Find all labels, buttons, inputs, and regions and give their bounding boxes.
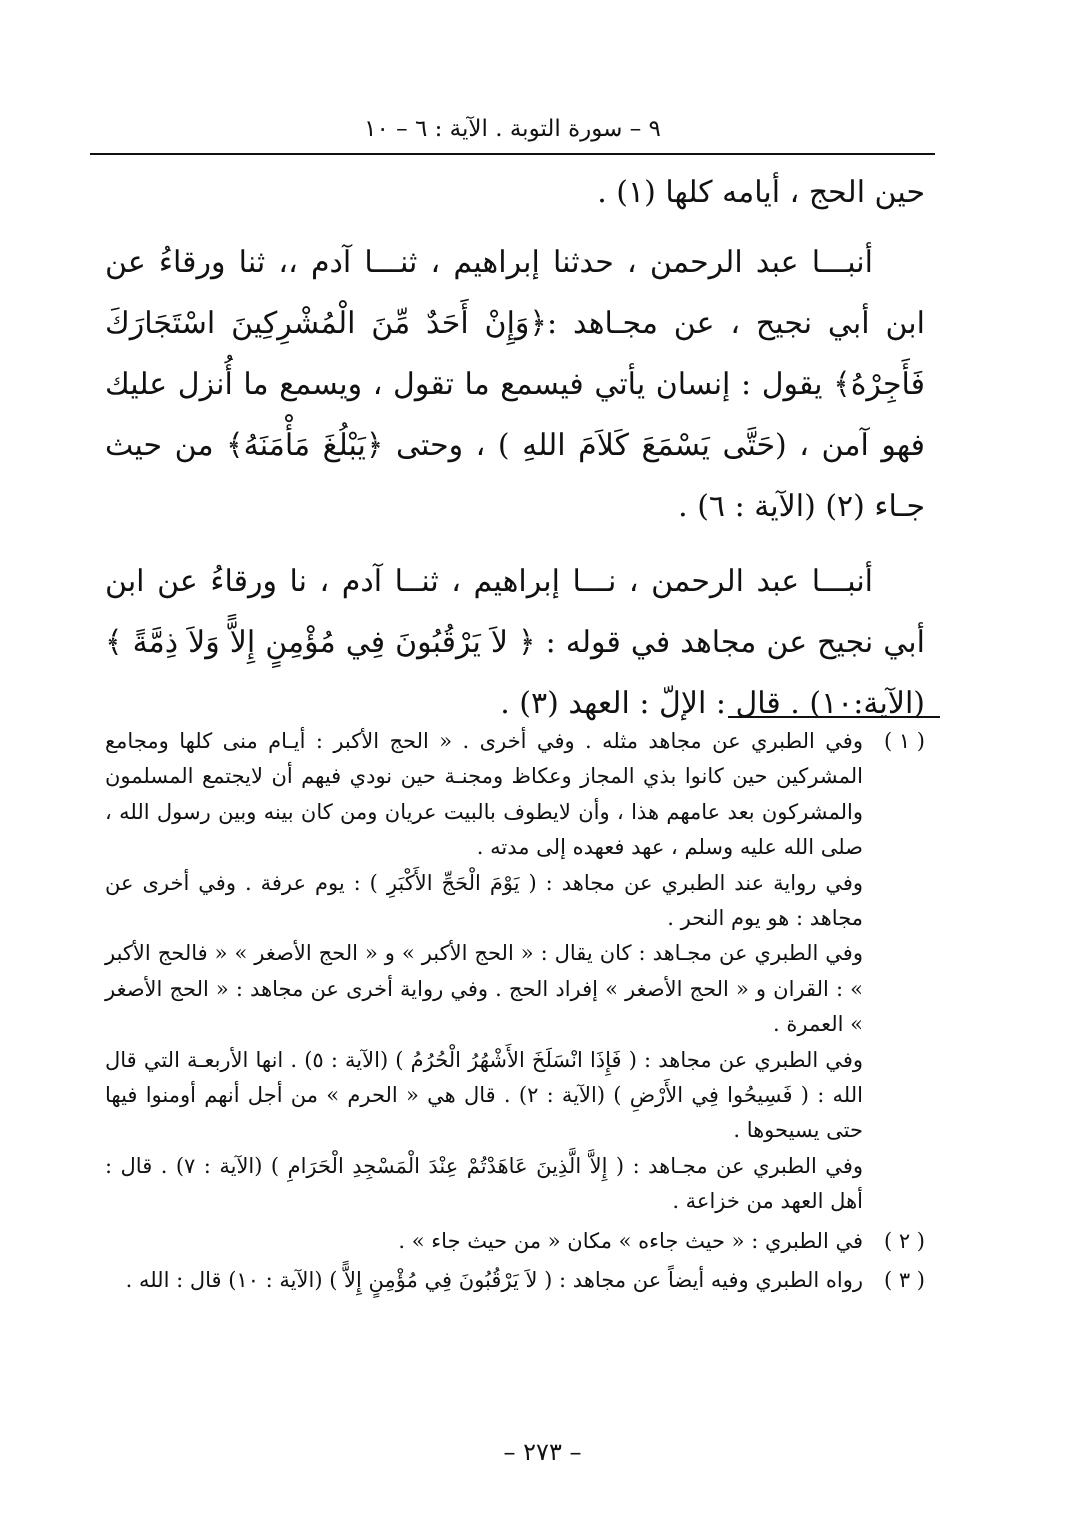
header-rule [90, 153, 935, 155]
footnote-number: ( ٢ ) [883, 1228, 925, 1253]
footnote-paragraph: في الطبري : « حيث جاءه » مكان « من حيث جاء » . [398, 1228, 863, 1253]
running-header: ٩ – سورة التوبة . الآية : ٦ – ١٠ [364, 116, 661, 142]
main-paragraph-3: أنبـــا عبد الرحمن ، نـــا إبراهيم ، ثنــا آدم ، نا ورقاءُ عن ابن أبي نجيح عن مجاهد في قوله : ﴿ لاَ يَرْقُبُونَ فِي مُؤْمِنٍ إِلاًّ وَلاَ ذِمَّةً ﴾ (الآية:١٠) . قال : الإلّ : العهد (٣) . [105, 564, 925, 721]
footnote-paragraph: وفي الطبري عن مجاهد : ( فَإِذَا انْسَلَخَ الأَشْهُرُ الْحُرُمُ ) (الآية : ٥) . انها الأربعـة التي قال الله : ( فَسِيحُوا فِي الأَرْضِ ) (الآية : ٢) . قال هي « الحرم » من أجل أنهم أومنوا فيها حتى يسيحوها . [105, 1047, 863, 1143]
main-paragraph-2: أنبـــا عبد الرحمن ، حدثنا إبراهيم ، ثنـــا آدم ،، ثنا ورقاءُ عن ابن أبي نجيح ، عن مجـاهد :﴿وَإِنْ أَحَدٌ مِّنَ الْمُشْرِكِينَ اسْتَجَارَكَ فَأَجِرْهُ﴾ يقول : إنسان يأتي فيسمع ما تقول ، ويسمع ما أُنزل عليك فهو آمن ، (حَتَّى يَسْمَعَ كَلاَمَ اللهِ ) ، وحتى ﴿يَبْلُغَ مَأْمَنَهُ﴾ من حيث جـاء (٢) (الآية : ٦) . [105, 245, 925, 524]
footnote-rule [728, 716, 940, 718]
footnote-number: ( ٣ ) [883, 1268, 925, 1293]
footnote-paragraph: وفي الطبري عن مجاهد مثله . وفي أخرى . « الحج الأكبر : أيـام منى كلها ومجامع المشركين حين كانوا بذي المجاز وعكاظ ومجنـة حين نودي فيهم أن لايجتمع المسلمون والمشركون بعد عامهم هذا ، وأن لايطوف بالبيت عريان ومن كان بينه وبين رسول الله ، صلى الله عليه وسلم ، عهد فعهده إلى مدته . [105, 729, 863, 860]
footnote-1 [105, 724, 925, 1220]
footnote-paragraph: وفي الطبري عن مجـاهد : كان يقال : « الحج الأكبر » و « الحج الأصغر » « فالحج الأكبر » : القران و « الحج الأصغر » إفراد الحج . وفي رواية أخرى عن مجاهد : « الحج الأصغر » العمرة . [105, 941, 863, 1037]
page-number: – ٢٧٣ – [503, 1438, 582, 1466]
footnote-number: ( ١ ) [883, 729, 925, 753]
main-paragraph-1: حين الحج ، أيامه كلها (١) . [597, 175, 925, 210]
footnotes [105, 724, 925, 1299]
footnote-paragraph: رواه الطبري وفيه أيضاً عن مجاهد : ( لاَ يَرْقُبُونَ فِي مُؤْمِنٍ إِلاًّ ) (الآية : ١٠) قال : الله . [125, 1268, 863, 1293]
footnote-paragraph: وفي رواية عند الطبري عن مجاهد : ( يَوْمَ الْحَجِّ الأَكْبَرِ ) : يوم عرفة . وفي أخرى عن مجاهد : هو يوم النحر . [105, 870, 863, 931]
main-text [105, 162, 925, 734]
footnote-3 [105, 1263, 925, 1298]
footnote-paragraph: وفي الطبري عن مجـاهد : ( إِلاَّ الَّذِينَ عَاهَدْتُمْ عِنْدَ الْمَسْجِدِ الْحَرَامِ ) (الآية : ٧) . قال : أهل العهد من خزاعة . [105, 1153, 863, 1214]
footnote-2 [105, 1224, 925, 1259]
